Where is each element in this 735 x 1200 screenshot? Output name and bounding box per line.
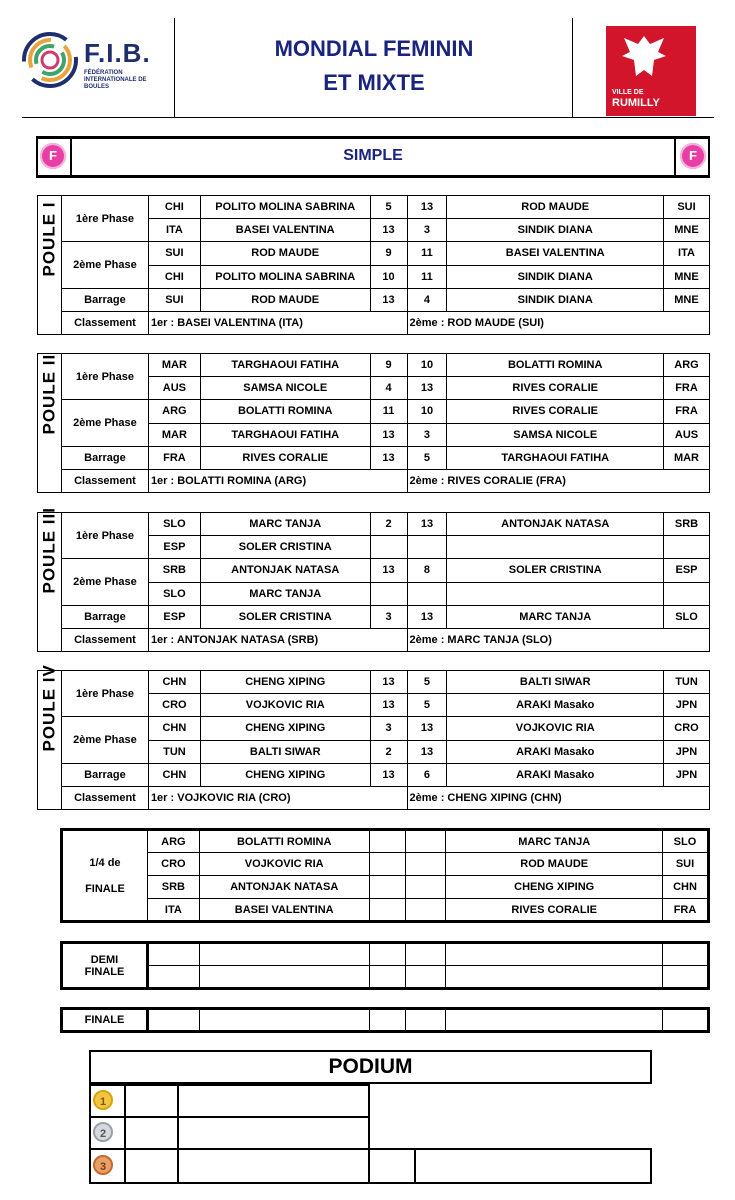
score: 2: [370, 513, 407, 536]
player-name: ROD MAUDE: [200, 242, 370, 265]
feminine-badge-icon: F: [680, 143, 706, 169]
score: [406, 876, 446, 899]
pool-name-cell: [38, 354, 62, 493]
quarter-final-label-line-2: FINALE: [85, 882, 125, 895]
table-row: [38, 242, 710, 265]
player-name: ANTONJAK NATASA: [199, 876, 369, 899]
player-name: ROD MAUDE: [447, 196, 664, 219]
country-code: SLO: [662, 830, 708, 853]
player-name: [446, 1009, 663, 1032]
phase-label: Barrage: [62, 763, 149, 786]
player-name: [446, 943, 663, 966]
podium-rule: [89, 1148, 652, 1150]
classement-first: 1er : BOLATTI ROMINA (ARG): [148, 469, 407, 492]
score: [369, 899, 406, 922]
score: 9: [370, 242, 407, 265]
country-code: CHI: [148, 196, 200, 219]
score: 13: [370, 671, 407, 694]
score: [369, 853, 406, 876]
silver-medal-icon: 2: [93, 1122, 113, 1142]
fib-name: F.I.B.: [84, 38, 151, 68]
country-code: [664, 582, 710, 605]
title-line-2: ET MIXTE: [323, 70, 425, 95]
country-code: CRO: [148, 694, 200, 717]
player-name: SAMSA NICOLE: [447, 423, 664, 446]
score: 13: [407, 717, 447, 740]
rumilly-small-text: VILLE DE: [612, 89, 644, 96]
score: 8: [407, 559, 447, 582]
table-row: [38, 559, 710, 582]
podium-rule: [89, 1116, 370, 1118]
country-code: CHN: [662, 876, 708, 899]
score: 4: [370, 377, 407, 400]
table-row: [38, 717, 710, 740]
quarter-final-label-line-1: 1/4 de: [89, 856, 121, 869]
player-name: POLITO MOLINA SABRINA: [200, 196, 370, 219]
eagle-icon: [614, 30, 674, 88]
player-name: [199, 943, 369, 966]
player-name: VOJKOVIC RIA: [200, 694, 370, 717]
country-code: JPN: [664, 694, 710, 717]
country-code: MNE: [664, 265, 710, 288]
country-code: AUS: [148, 377, 200, 400]
table-row: [38, 513, 710, 536]
classement-second: 2ème : CHENG XIPING (CHN): [407, 786, 709, 809]
pool-name-cell: [38, 507, 62, 652]
country-code: SRB: [664, 513, 710, 536]
classement-first: 1er : BASEI VALENTINA (ITA): [148, 311, 407, 334]
pool-table: [37, 664, 710, 810]
score: [407, 582, 447, 605]
player-name: RIVES CORALIE: [447, 377, 664, 400]
country-code: FRA: [148, 446, 200, 469]
phase-label: Barrage: [62, 288, 149, 311]
country-code: ESP: [148, 536, 200, 559]
score: 6: [407, 763, 447, 786]
score: 13: [370, 288, 407, 311]
player-name: BASEI VALENTINA: [200, 219, 370, 242]
country-code: SLO: [148, 582, 200, 605]
country-code: TUN: [664, 671, 710, 694]
classement-first: 1er : VOJKOVIC RIA (CRO): [148, 786, 407, 809]
score: [370, 582, 407, 605]
country-code: [663, 1009, 709, 1032]
semi-final-label: [62, 943, 148, 989]
player-name: ROD MAUDE: [200, 288, 370, 311]
phase-label: 2ème Phase: [62, 242, 149, 288]
player-name: TARGHAOUI FATIHA: [447, 446, 664, 469]
score: [369, 943, 406, 966]
rumilly-big-text: RUMILLY: [612, 97, 660, 109]
classement-label: Classement: [62, 311, 149, 334]
player-name: [199, 1009, 369, 1032]
pool-table: [37, 507, 710, 652]
player-name: SAMSA NICOLE: [200, 377, 370, 400]
score: 11: [370, 400, 407, 423]
score: 9: [370, 354, 407, 377]
score: 3: [407, 219, 447, 242]
score: [369, 830, 406, 853]
player-name: [446, 966, 663, 989]
podium-rule: [89, 1084, 91, 1184]
phase-label: 1ère Phase: [62, 513, 149, 559]
phase-label: Barrage: [62, 446, 149, 469]
score: 10: [407, 354, 447, 377]
score: 13: [370, 219, 407, 242]
player-name: POLITO MOLINA SABRINA: [200, 265, 370, 288]
pool-name: POULE II: [39, 353, 59, 435]
country-code: CRO: [147, 853, 199, 876]
player-name: [447, 582, 664, 605]
score: [369, 1009, 406, 1032]
table-row: [38, 288, 710, 311]
phase-label: 1ère Phase: [62, 196, 149, 242]
player-name: CHENG XIPING: [200, 717, 370, 740]
country-code: JPN: [664, 763, 710, 786]
player-name: CHENG XIPING: [200, 671, 370, 694]
pool-name: POULE I: [39, 201, 59, 277]
player-name: CHENG XIPING: [446, 876, 663, 899]
player-name: RIVES CORALIE: [446, 899, 663, 922]
country-code: ITA: [147, 899, 199, 922]
country-code: SRB: [147, 876, 199, 899]
score: 13: [370, 694, 407, 717]
player-name: ARAKI Masako: [447, 694, 664, 717]
player-name: BOLATTI ROMINA: [199, 830, 369, 853]
country-code: ITA: [664, 242, 710, 265]
country-code: [664, 536, 710, 559]
phase-label: 1ère Phase: [62, 671, 149, 717]
player-name: TARGHAOUI FATIHA: [200, 354, 370, 377]
score: 13: [407, 196, 447, 219]
country-code: SRB: [148, 559, 200, 582]
player-name: SINDIK DIANA: [447, 219, 664, 242]
player-name: ANTONJAK NATASA: [447, 513, 664, 536]
table-row: [62, 943, 709, 966]
score: 3: [407, 423, 447, 446]
podium-rule: [414, 1148, 416, 1184]
score: [407, 536, 447, 559]
player-name: ARAKI Masako: [447, 763, 664, 786]
pool-table: [37, 195, 710, 335]
player-name: SOLER CRISTINA: [447, 559, 664, 582]
podium-section: [89, 1050, 652, 1184]
classement-label: Classement: [62, 786, 149, 809]
phase-label: 2ème Phase: [62, 717, 149, 763]
page-header: [22, 18, 714, 118]
score: 13: [407, 605, 447, 628]
player-name: [447, 536, 664, 559]
phase-label: 1ère Phase: [62, 354, 149, 400]
player-name: BALTI SIWAR: [200, 740, 370, 763]
player-name: SOLER CRISTINA: [200, 536, 370, 559]
score: [369, 966, 406, 989]
pool-name: POULE III: [39, 507, 59, 594]
player-name: SINDIK DIANA: [447, 288, 664, 311]
country-code: MAR: [148, 354, 200, 377]
quarter-final-table: [60, 828, 710, 923]
country-code: MAR: [148, 423, 200, 446]
classement-second: 2ème : RIVES CORALIE (FRA): [407, 469, 710, 492]
country-code: JPN: [664, 740, 710, 763]
table-row: [38, 605, 710, 628]
score: [406, 943, 446, 966]
score: 5: [407, 446, 447, 469]
table-row: [38, 469, 710, 492]
table-row: [62, 966, 709, 989]
score: 13: [407, 377, 447, 400]
table-row: [38, 763, 710, 786]
pool-name: POULE IV: [39, 664, 59, 752]
player-name: TARGHAOUI FATIHA: [200, 423, 370, 446]
country-code: CHI: [148, 265, 200, 288]
score: 5: [370, 196, 407, 219]
country-code: [663, 966, 709, 989]
country-code: SUI: [662, 853, 708, 876]
country-code: ARG: [663, 354, 709, 377]
phase-label: 2ème Phase: [62, 400, 149, 446]
score: 11: [407, 265, 447, 288]
final-table: [60, 1007, 710, 1033]
feminine-badge-icon: F: [40, 143, 66, 169]
country-code: MNE: [664, 288, 710, 311]
player-name: BASEI VALENTINA: [447, 242, 664, 265]
country-code: CHN: [148, 671, 200, 694]
table-row: [62, 899, 709, 922]
player-name: MARC TANJA: [200, 513, 370, 536]
score: 13: [407, 740, 447, 763]
table-row: [38, 671, 710, 694]
country-code: FRA: [662, 899, 708, 922]
player-name: SINDIK DIANA: [447, 265, 664, 288]
pool-name-cell: [38, 196, 62, 335]
score: 11: [407, 242, 447, 265]
final-label: FINALE: [62, 1009, 148, 1032]
simple-label: SIMPLE: [70, 139, 676, 175]
bronze-medal-icon: 3: [93, 1155, 113, 1175]
fib-logo: [22, 24, 162, 94]
player-name: MARC TANJA: [447, 605, 664, 628]
score: 3: [370, 717, 407, 740]
rumilly-logo: [606, 26, 696, 116]
country-code: SUI: [148, 288, 200, 311]
table-row: [62, 876, 709, 899]
country-code: CHN: [148, 763, 200, 786]
player-name: CHENG XIPING: [200, 763, 370, 786]
score: 5: [407, 694, 447, 717]
score: 2: [370, 740, 407, 763]
country-code: CRO: [664, 717, 710, 740]
country-code: [147, 1009, 199, 1032]
table-row: [38, 196, 710, 219]
score: [369, 876, 406, 899]
classement-first: 1er : ANTONJAK NATASA (SRB): [148, 628, 407, 651]
player-name: RIVES CORALIE: [200, 446, 370, 469]
player-name: ANTONJAK NATASA: [200, 559, 370, 582]
country-code: SUI: [148, 242, 200, 265]
country-code: CHN: [148, 717, 200, 740]
classement-label: Classement: [62, 469, 149, 492]
score: 13: [370, 423, 407, 446]
player-name: BASEI VALENTINA: [199, 899, 369, 922]
table-row: [38, 628, 710, 651]
podium-rule: [89, 1182, 652, 1184]
score: [406, 966, 446, 989]
simple-banner: [36, 136, 710, 178]
country-code: ARG: [147, 830, 199, 853]
semi-final-label-line-1: DEMI: [90, 953, 119, 966]
score: 13: [407, 513, 447, 536]
score: 10: [370, 265, 407, 288]
phase-label: 2ème Phase: [62, 559, 149, 605]
player-name: MARC TANJA: [200, 582, 370, 605]
table-row: [38, 400, 710, 423]
score: 3: [370, 605, 407, 628]
gold-medal-icon: 1: [93, 1090, 113, 1110]
table-row: [62, 830, 709, 853]
player-name: ROD MAUDE: [446, 853, 663, 876]
country-code: AUS: [663, 423, 709, 446]
country-code: ARG: [148, 400, 200, 423]
score: 10: [407, 400, 447, 423]
podium-title: PODIUM: [89, 1050, 652, 1084]
country-code: SUI: [664, 196, 710, 219]
classement-second: 2ème : ROD MAUDE (SUI): [407, 311, 710, 334]
player-name: VOJKOVIC RIA: [199, 853, 369, 876]
fib-subtitle: FÉDÉRATION INTERNATIONALE DE BOULES: [84, 70, 147, 90]
player-name: BOLATTI ROMINA: [447, 354, 664, 377]
score: [406, 830, 446, 853]
quarter-final-label: [62, 830, 148, 922]
player-name: VOJKOVIC RIA: [447, 717, 664, 740]
podium-rule: [650, 1148, 652, 1184]
player-name: RIVES CORALIE: [447, 400, 664, 423]
player-name: BOLATTI ROMINA: [200, 400, 370, 423]
score: 13: [370, 446, 407, 469]
page-title: [174, 32, 574, 100]
podium-rule: [368, 1084, 370, 1184]
player-name: [199, 966, 369, 989]
score: 4: [407, 288, 447, 311]
score: [406, 899, 446, 922]
podium-rule: [124, 1084, 126, 1184]
country-code: SLO: [664, 605, 710, 628]
country-code: FRA: [663, 377, 709, 400]
country-code: SLO: [148, 513, 200, 536]
score: 13: [370, 559, 407, 582]
score: 13: [370, 763, 407, 786]
classement-label: Classement: [62, 628, 149, 651]
player-name: BALTI SIWAR: [447, 671, 664, 694]
table-row: [62, 1009, 709, 1032]
country-code: [663, 943, 709, 966]
player-name: SOLER CRISTINA: [200, 605, 370, 628]
table-row: [38, 446, 710, 469]
semi-final-table: [60, 941, 710, 990]
podium-rule: [177, 1084, 179, 1184]
classement-second: 2ème : MARC TANJA (SLO): [407, 628, 710, 651]
phase-label: Barrage: [62, 605, 149, 628]
score: [406, 1009, 446, 1032]
podium-rule: [89, 1084, 370, 1086]
score: [406, 853, 446, 876]
player-name: MARC TANJA: [446, 830, 663, 853]
country-code: FRA: [663, 400, 709, 423]
fib-swirl-icon: [22, 24, 82, 94]
country-code: ITA: [148, 219, 200, 242]
country-code: MNE: [664, 219, 710, 242]
country-code: [147, 943, 199, 966]
title-line-1: MONDIAL FEMININ: [274, 36, 474, 61]
semi-final-label-line-2: FINALE: [84, 965, 125, 978]
country-code: ESP: [148, 605, 200, 628]
pool-name-cell: [38, 664, 62, 810]
player-name: ARAKI Masako: [447, 740, 664, 763]
table-row: [38, 786, 710, 809]
country-code: [147, 966, 199, 989]
country-code: ESP: [664, 559, 710, 582]
score: 5: [407, 671, 447, 694]
score: [370, 536, 407, 559]
country-code: MAR: [663, 446, 709, 469]
country-code: TUN: [148, 740, 200, 763]
table-row: [38, 311, 710, 334]
pool-table: [37, 353, 710, 493]
table-row: [38, 354, 710, 377]
table-row: [62, 853, 709, 876]
